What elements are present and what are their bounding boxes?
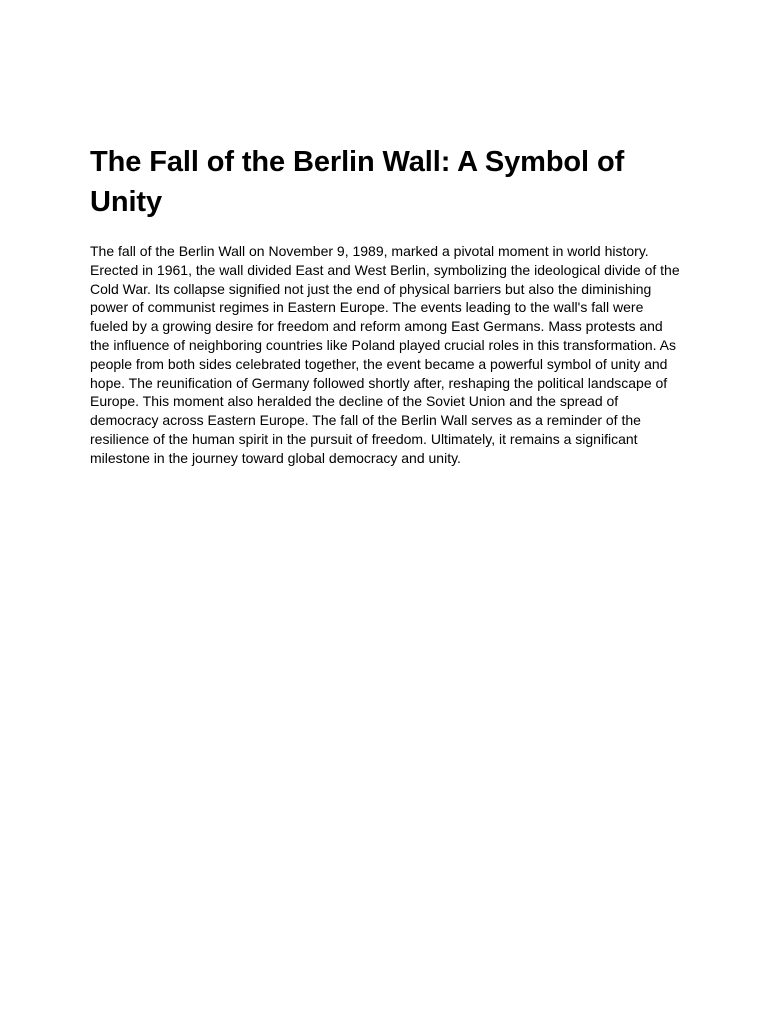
document-paragraph: The fall of the Berlin Wall on November 9, 1989, marked a pivotal moment in world history. Erected in 1961, the wall divided East and West Berlin, symbolizing the ideological divide of the Cold War. Its collapse signified not just the end of physical barriers but also the diminishing power of communist regimes in Eastern Europe. The events leading to the wall's fall were fueled by a growing desire for freedom and reform among East Germans. Mass protests and the influence of neighboring countries like Poland played crucial roles in this transformation. As people from both sides celebrated together, the event became a powerful symbol of unity and hope. The reunification of Germany followed shortly after, reshaping the political landscape of Europe. This moment also heralded the decline of the Soviet Union and the spread of democracy across Eastern Europe. The fall of the Berlin Wall serves as a reminder of the resilience of the human spirit in the pursuit of freedom. Ultimately, it remains a significant milestone in the journey toward global democracy and unity. [90,243,680,466]
document-page [90,142,682,468]
document-title: The Fall of the Berlin Wall: A Symbol of Unity [90,146,625,218]
